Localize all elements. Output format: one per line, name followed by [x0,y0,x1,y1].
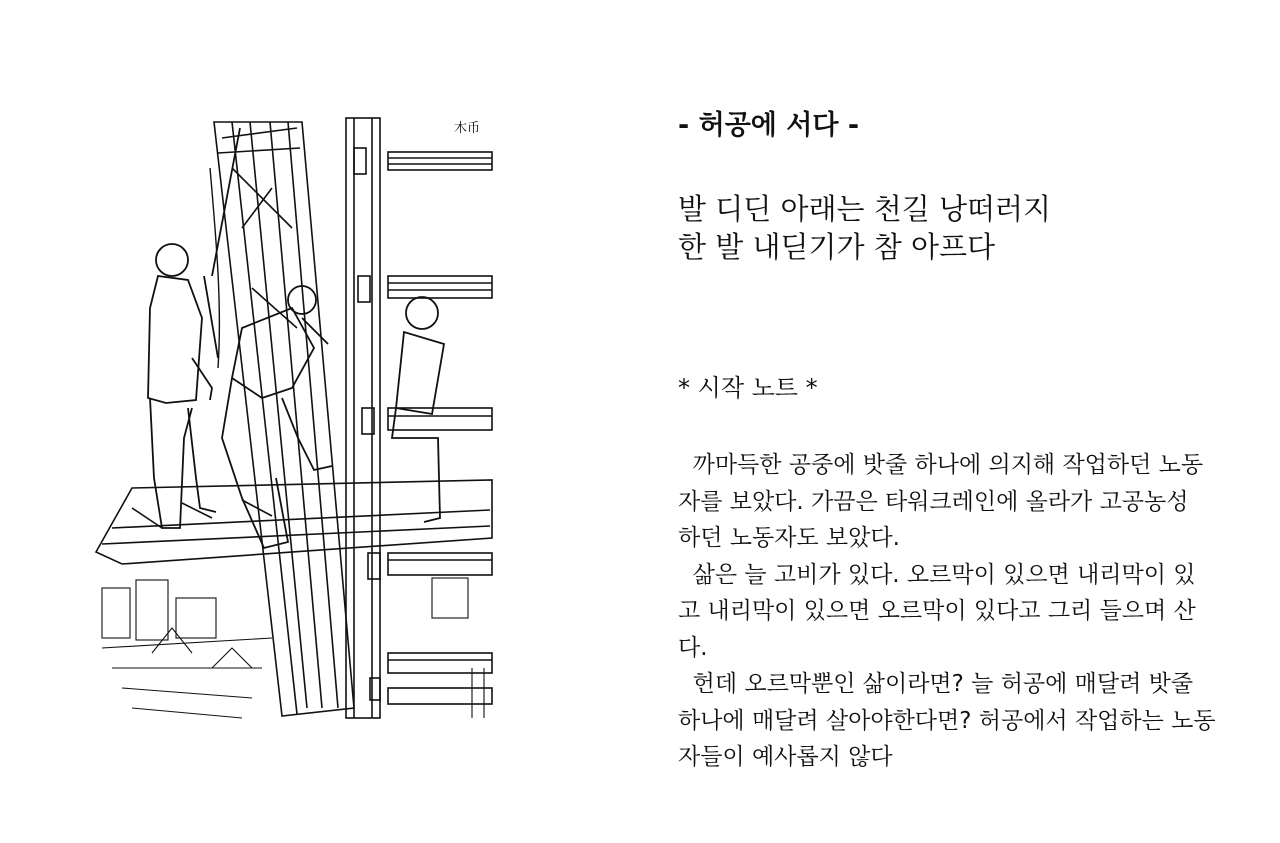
note-heading: * 시작 노트 * [678,374,818,402]
note-body [678,447,1258,776]
note-line: 하나에 매달려 살아야한다면? 허공에서 작업하는 노동 [678,707,1216,734]
background-planks [388,152,492,704]
city-below [102,578,484,718]
poem-body [678,190,1258,266]
note-line: 하던 노동자도 보았다. [678,525,900,551]
note-line: 고 내리막이 있으면 오르막이 있다고 그리 들으며 산 [678,598,1196,624]
central-pillar [214,122,354,716]
poem-title: - 허공에 서다 - [678,110,860,141]
worker-left [148,128,240,528]
text-column [678,104,1258,770]
scaffold-workers-illustration [92,108,494,722]
artist-signature: 木币 [454,121,481,136]
note-line: 삶은 늘 고비가 있다. 오르막이 있으면 내리막이 있 [678,561,1196,588]
note-line: 자를 보았다. 가끔은 타워크레인에 올라가 고공농성 [678,488,1189,515]
worker-middle [222,286,332,548]
right-beam [346,118,380,718]
note-line: 자들이 예사롭지 않다 [678,744,893,770]
poem-line: 한 발 내딛기가 참 아프다 [678,230,996,264]
platform [96,480,492,564]
note-line: 다. [678,634,708,661]
poem-line: 발 디딘 아래는 천길 낭떠러지 [678,192,1052,226]
note-line: 헌데 오르막뿐인 삶이라면? 늘 허공에 매달려 밧줄 [678,671,1194,697]
worker-right [392,297,444,522]
note-line: 까마득한 공중에 밧줄 하나에 의지해 작업하던 노동 [678,452,1204,478]
